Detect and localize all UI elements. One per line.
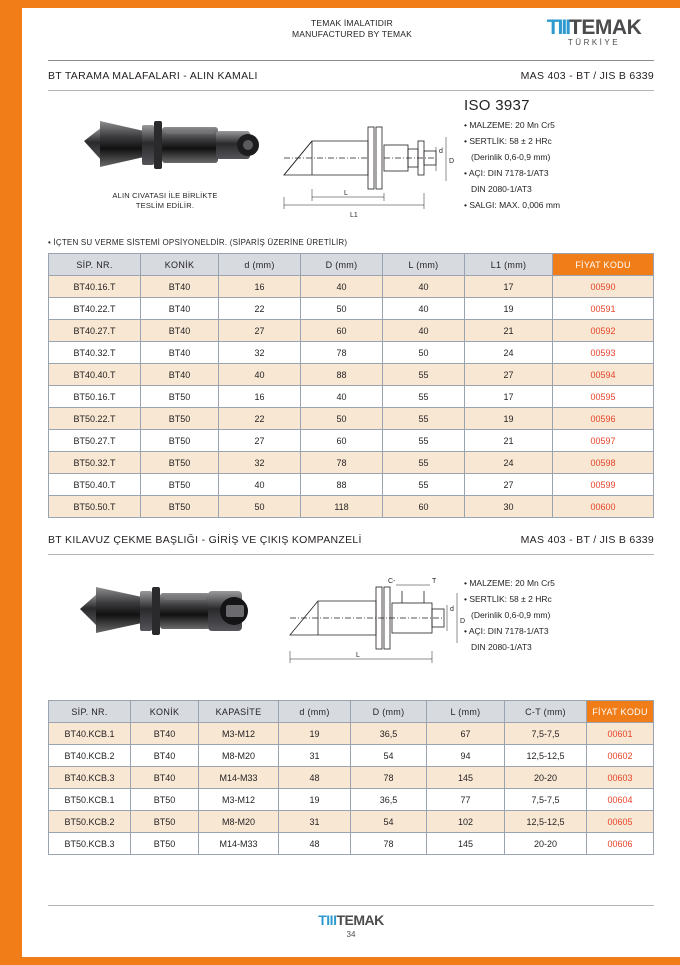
cell-konik: BT50 [141, 452, 219, 474]
cell-d: 22 [219, 298, 301, 320]
cell-konik: BT50 [131, 789, 199, 811]
table-row [49, 386, 654, 408]
page-border-bottom [0, 957, 680, 965]
cell-price: 00599 [553, 474, 654, 496]
cell-price: 00605 [587, 811, 654, 833]
cell-price: 00600 [553, 496, 654, 518]
cell-sip: BT50.KCB.3 [49, 833, 131, 855]
col2-d: d (mm) [279, 701, 351, 723]
cell-sip: BT50.KCB.2 [49, 811, 131, 833]
cell-price: 00603 [587, 767, 654, 789]
cell-L: 145 [427, 833, 505, 855]
footer-logo [22, 912, 680, 928]
cell-price: 00591 [553, 298, 654, 320]
cell-price: 00592 [553, 320, 654, 342]
table-row [49, 811, 654, 833]
col-sip-nr: SİP. NR. [49, 254, 141, 276]
cell-d: 31 [279, 745, 351, 767]
cell-D: 60 [301, 320, 383, 342]
footer-divider [48, 905, 654, 906]
cell-d: 27 [219, 430, 301, 452]
cell-D: 78 [351, 767, 427, 789]
cell-D: 40 [301, 276, 383, 298]
page-content [22, 8, 680, 957]
table-row [49, 320, 654, 342]
cell-konik: BT40 [141, 298, 219, 320]
cell-price: 00604 [587, 789, 654, 811]
toolholder-photo [66, 97, 266, 193]
cell-L: 55 [383, 452, 465, 474]
table-row [49, 767, 654, 789]
cell-price: 00602 [587, 745, 654, 767]
dim-label-L2: L [356, 652, 360, 659]
section1-note: • İÇTEN SU VERME SİSTEMİ OPSİYONELDİR. (SİPARİŞ ÜZERİNE ÜRETİLİR) [48, 238, 348, 247]
section2-product-area [48, 555, 654, 690]
col2-konik: KONİK [131, 701, 199, 723]
cell-D: 78 [351, 833, 427, 855]
cell-price: 00606 [587, 833, 654, 855]
cell-D: 118 [301, 496, 383, 518]
cell-L1: 17 [465, 276, 553, 298]
col-L1: L1 (mm) [465, 254, 553, 276]
cell-D: 88 [301, 474, 383, 496]
table-row [49, 496, 654, 518]
cell-L1: 19 [465, 298, 553, 320]
section1-spec-4: DIN 2080-1/AT3 [471, 184, 532, 194]
cell-konik: BT50 [141, 408, 219, 430]
page-border-top [0, 0, 680, 8]
cell-L: 55 [383, 474, 465, 496]
cell-konik: BT40 [141, 320, 219, 342]
cell-L1: 24 [465, 452, 553, 474]
section2-spec-1: • SERTLİK: 58 ± 2 HRc [464, 594, 552, 604]
cell-sip: BT40.32.T [49, 342, 141, 364]
cell-konik: BT40 [131, 767, 199, 789]
cell-D: 88 [301, 364, 383, 386]
col2-fiyat-kodu: FİYAT KODU [587, 701, 654, 723]
section1-spec-2: (Derinlik 0,6-0,9 mm) [471, 152, 551, 162]
cell-konik: BT50 [131, 833, 199, 855]
cell-L: 55 [383, 386, 465, 408]
page-number: 34 [346, 930, 356, 939]
cell-ct: 7,5-7,5 [505, 723, 587, 745]
cell-d: 32 [219, 342, 301, 364]
cell-konik: BT40 [131, 745, 199, 767]
cell-konik: BT50 [131, 811, 199, 833]
cell-L: 40 [383, 276, 465, 298]
cell-price: 00601 [587, 723, 654, 745]
cell-kapasite: M8-M20 [199, 745, 279, 767]
cell-sip: BT50.16.T [49, 386, 141, 408]
section1-photo-caption-line2: TESLİM EDİLİR. [135, 201, 195, 210]
manufacturer-note-line1: TEMAK İMALATIDIR [311, 18, 393, 28]
dim-label-D2: D [460, 618, 466, 625]
section1-technical-drawing [276, 97, 466, 219]
table-row [49, 723, 654, 745]
table-row [49, 276, 654, 298]
cell-d: 27 [219, 320, 301, 342]
cell-L1: 27 [465, 364, 553, 386]
cell-sip: BT40.40.T [49, 364, 141, 386]
cell-L: 55 [383, 430, 465, 452]
cell-L: 50 [383, 342, 465, 364]
dim-label-T: T [432, 578, 437, 585]
section1-table [48, 253, 654, 518]
cell-L1: 30 [465, 496, 553, 518]
cell-sip: BT50.50.T [49, 496, 141, 518]
cell-konik: BT50 [141, 496, 219, 518]
cell-kapasite: M8-M20 [199, 811, 279, 833]
cell-price: 00596 [553, 408, 654, 430]
cell-sip: BT50.22.T [49, 408, 141, 430]
cell-d: 31 [279, 811, 351, 833]
cell-konik: BT50 [141, 430, 219, 452]
section2-specs [464, 577, 654, 657]
cell-D: 60 [301, 430, 383, 452]
col-konik: KONİK [141, 254, 219, 276]
section1-photo-caption-line1: ALIN CIVATASI İLE BİRLİKTE [112, 191, 218, 200]
cell-d: 40 [219, 364, 301, 386]
cell-L1: 27 [465, 474, 553, 496]
cell-price: 00598 [553, 452, 654, 474]
col2-sip-nr: SİP. NR. [49, 701, 131, 723]
section1-spec-3: • AÇI: DIN 7178-1/AT3 [464, 168, 549, 178]
section1-spec-1: • SERTLİK: 58 ± 2 HRc [464, 136, 552, 146]
table-row [49, 452, 654, 474]
cell-L1: 17 [465, 386, 553, 408]
dim-label-L: L [344, 190, 348, 197]
manufacturer-note [212, 18, 492, 40]
cell-D: 50 [301, 408, 383, 430]
manufacturer-note-line2: MANUFACTURED BY TEMAK [291, 29, 413, 39]
brand-logo [534, 16, 654, 47]
col2-D: D (mm) [351, 701, 427, 723]
cell-d: 32 [219, 452, 301, 474]
section1-photo-caption [70, 191, 260, 211]
cell-L: 145 [427, 767, 505, 789]
brand-logo-bars: TIII [546, 16, 570, 39]
table-row [49, 298, 654, 320]
dim-label-d2: d [450, 606, 454, 613]
cell-d: 48 [279, 833, 351, 855]
cell-ct: 12,5-12,5 [505, 745, 587, 767]
section1-spec-0: • MALZEME: 20 Mn Cr5 [464, 120, 555, 130]
cell-L1: 21 [465, 430, 553, 452]
cell-konik: BT50 [141, 386, 219, 408]
section1-table-header-row [49, 254, 654, 276]
cell-konik: BT40 [141, 342, 219, 364]
cell-D: 78 [301, 452, 383, 474]
col2-ct: C-T (mm) [505, 701, 587, 723]
dim-label-d: d [439, 148, 443, 155]
cell-sip: BT40.27.T [49, 320, 141, 342]
cell-sip: BT50.27.T [49, 430, 141, 452]
cell-D: 36,5 [351, 789, 427, 811]
section1-specs [464, 99, 654, 215]
cell-d: 48 [279, 767, 351, 789]
section2-spec-4: DIN 2080-1/AT3 [471, 642, 532, 652]
cell-kapasite: M14-M33 [199, 767, 279, 789]
cell-L: 94 [427, 745, 505, 767]
table-row [49, 745, 654, 767]
cell-D: 54 [351, 745, 427, 767]
table-row [49, 408, 654, 430]
cell-d: 19 [279, 789, 351, 811]
cell-konik: BT40 [141, 276, 219, 298]
cell-L: 40 [383, 298, 465, 320]
page-footer [22, 905, 680, 939]
section2-table-body [49, 723, 654, 855]
table-row [49, 474, 654, 496]
col-D: D (mm) [301, 254, 383, 276]
col-L: L (mm) [383, 254, 465, 276]
cell-kapasite: M3-M12 [199, 789, 279, 811]
section2-table [48, 700, 654, 855]
cell-konik: BT40 [131, 723, 199, 745]
cell-d: 40 [219, 474, 301, 496]
footer-logo-mark: TIII [318, 912, 337, 928]
section1-table-body [49, 276, 654, 518]
cell-konik: BT50 [141, 474, 219, 496]
cell-sip: BT50.40.T [49, 474, 141, 496]
section2-spec-3: • AÇI: DIN 7178-1/AT3 [464, 626, 549, 636]
section2-title: BT KILAVUZ ÇEKME BAŞLIĞI - GİRİŞ VE ÇIKIŞ KOMPANZELİ [48, 534, 362, 546]
footer-logo-word: TEMAK [336, 912, 384, 928]
cell-L: 55 [383, 408, 465, 430]
section2-spec-0: • MALZEME: 20 Mn Cr5 [464, 578, 555, 588]
cell-D: 50 [301, 298, 383, 320]
dim-label-L1: L1 [350, 212, 358, 219]
cell-d: 50 [219, 496, 301, 518]
brand-logo-country: TÜRKİYE [567, 38, 621, 47]
cell-L1: 21 [465, 320, 553, 342]
section2-standard: MAS 403 - BT / JIS B 6339 [520, 534, 654, 546]
section1-product-area [48, 91, 654, 236]
col-d: d (mm) [219, 254, 301, 276]
cell-price: 00595 [553, 386, 654, 408]
cell-L: 67 [427, 723, 505, 745]
cell-d: 19 [279, 723, 351, 745]
tapping-head-photo [66, 561, 276, 661]
cell-sip: BT40.KCB.1 [49, 723, 131, 745]
dim-label-D: D [449, 158, 455, 165]
col2-kapasite: KAPASİTE [199, 701, 279, 723]
cell-ct: 7,5-7,5 [505, 789, 587, 811]
table-row [49, 430, 654, 452]
cell-kapasite: M3-M12 [199, 723, 279, 745]
cell-kapasite: M14-M33 [199, 833, 279, 855]
cell-price: 00597 [553, 430, 654, 452]
section1-standard: MAS 403 - BT / JIS B 6339 [520, 70, 654, 82]
cell-price: 00590 [553, 276, 654, 298]
cell-L1: 19 [465, 408, 553, 430]
cell-konik: BT40 [141, 364, 219, 386]
page-header [22, 8, 680, 60]
section1-iso: ISO 3937 [464, 97, 530, 114]
cell-D: 78 [301, 342, 383, 364]
cell-sip: BT50.KCB.1 [49, 789, 131, 811]
col2-L: L (mm) [427, 701, 505, 723]
cell-L: 77 [427, 789, 505, 811]
section2-title-row [22, 518, 680, 554]
section2-technical-drawing [284, 559, 484, 671]
cell-ct: 12,5-12,5 [505, 811, 587, 833]
cell-sip: BT50.32.T [49, 452, 141, 474]
dim-label-C: C- [388, 578, 396, 585]
table-row [49, 342, 654, 364]
section2-table-header-row [49, 701, 654, 723]
cell-d: 16 [219, 386, 301, 408]
section1-title-row [22, 61, 680, 90]
cell-D: 54 [351, 811, 427, 833]
cell-sip: BT40.KCB.3 [49, 767, 131, 789]
cell-D: 40 [301, 386, 383, 408]
table-row [49, 789, 654, 811]
cell-d: 22 [219, 408, 301, 430]
table-row [49, 833, 654, 855]
table-row [49, 364, 654, 386]
cell-sip: BT40.22.T [49, 298, 141, 320]
cell-L: 60 [383, 496, 465, 518]
cell-sip: BT40.16.T [49, 276, 141, 298]
cell-d: 16 [219, 276, 301, 298]
section2-spec-2: (Derinlik 0,6-0,9 mm) [471, 610, 551, 620]
cell-sip: BT40.KCB.2 [49, 745, 131, 767]
col-fiyat-kodu: FİYAT KODU [553, 254, 654, 276]
cell-L: 102 [427, 811, 505, 833]
brand-logo-word: TEMAK [569, 16, 642, 39]
cell-ct: 20-20 [505, 833, 587, 855]
cell-L: 40 [383, 320, 465, 342]
cell-price: 00593 [553, 342, 654, 364]
cell-ct: 20-20 [505, 767, 587, 789]
cell-L: 55 [383, 364, 465, 386]
cell-price: 00594 [553, 364, 654, 386]
page-border-left [0, 0, 22, 965]
section1-spec-5: • SALGI: MAX. 0,006 mm [464, 200, 561, 210]
cell-L1: 24 [465, 342, 553, 364]
cell-D: 36,5 [351, 723, 427, 745]
brand-logo-mark [534, 16, 654, 40]
section1-title: BT TARAMA MALAFALARI - ALIN KAMALI [48, 70, 258, 82]
